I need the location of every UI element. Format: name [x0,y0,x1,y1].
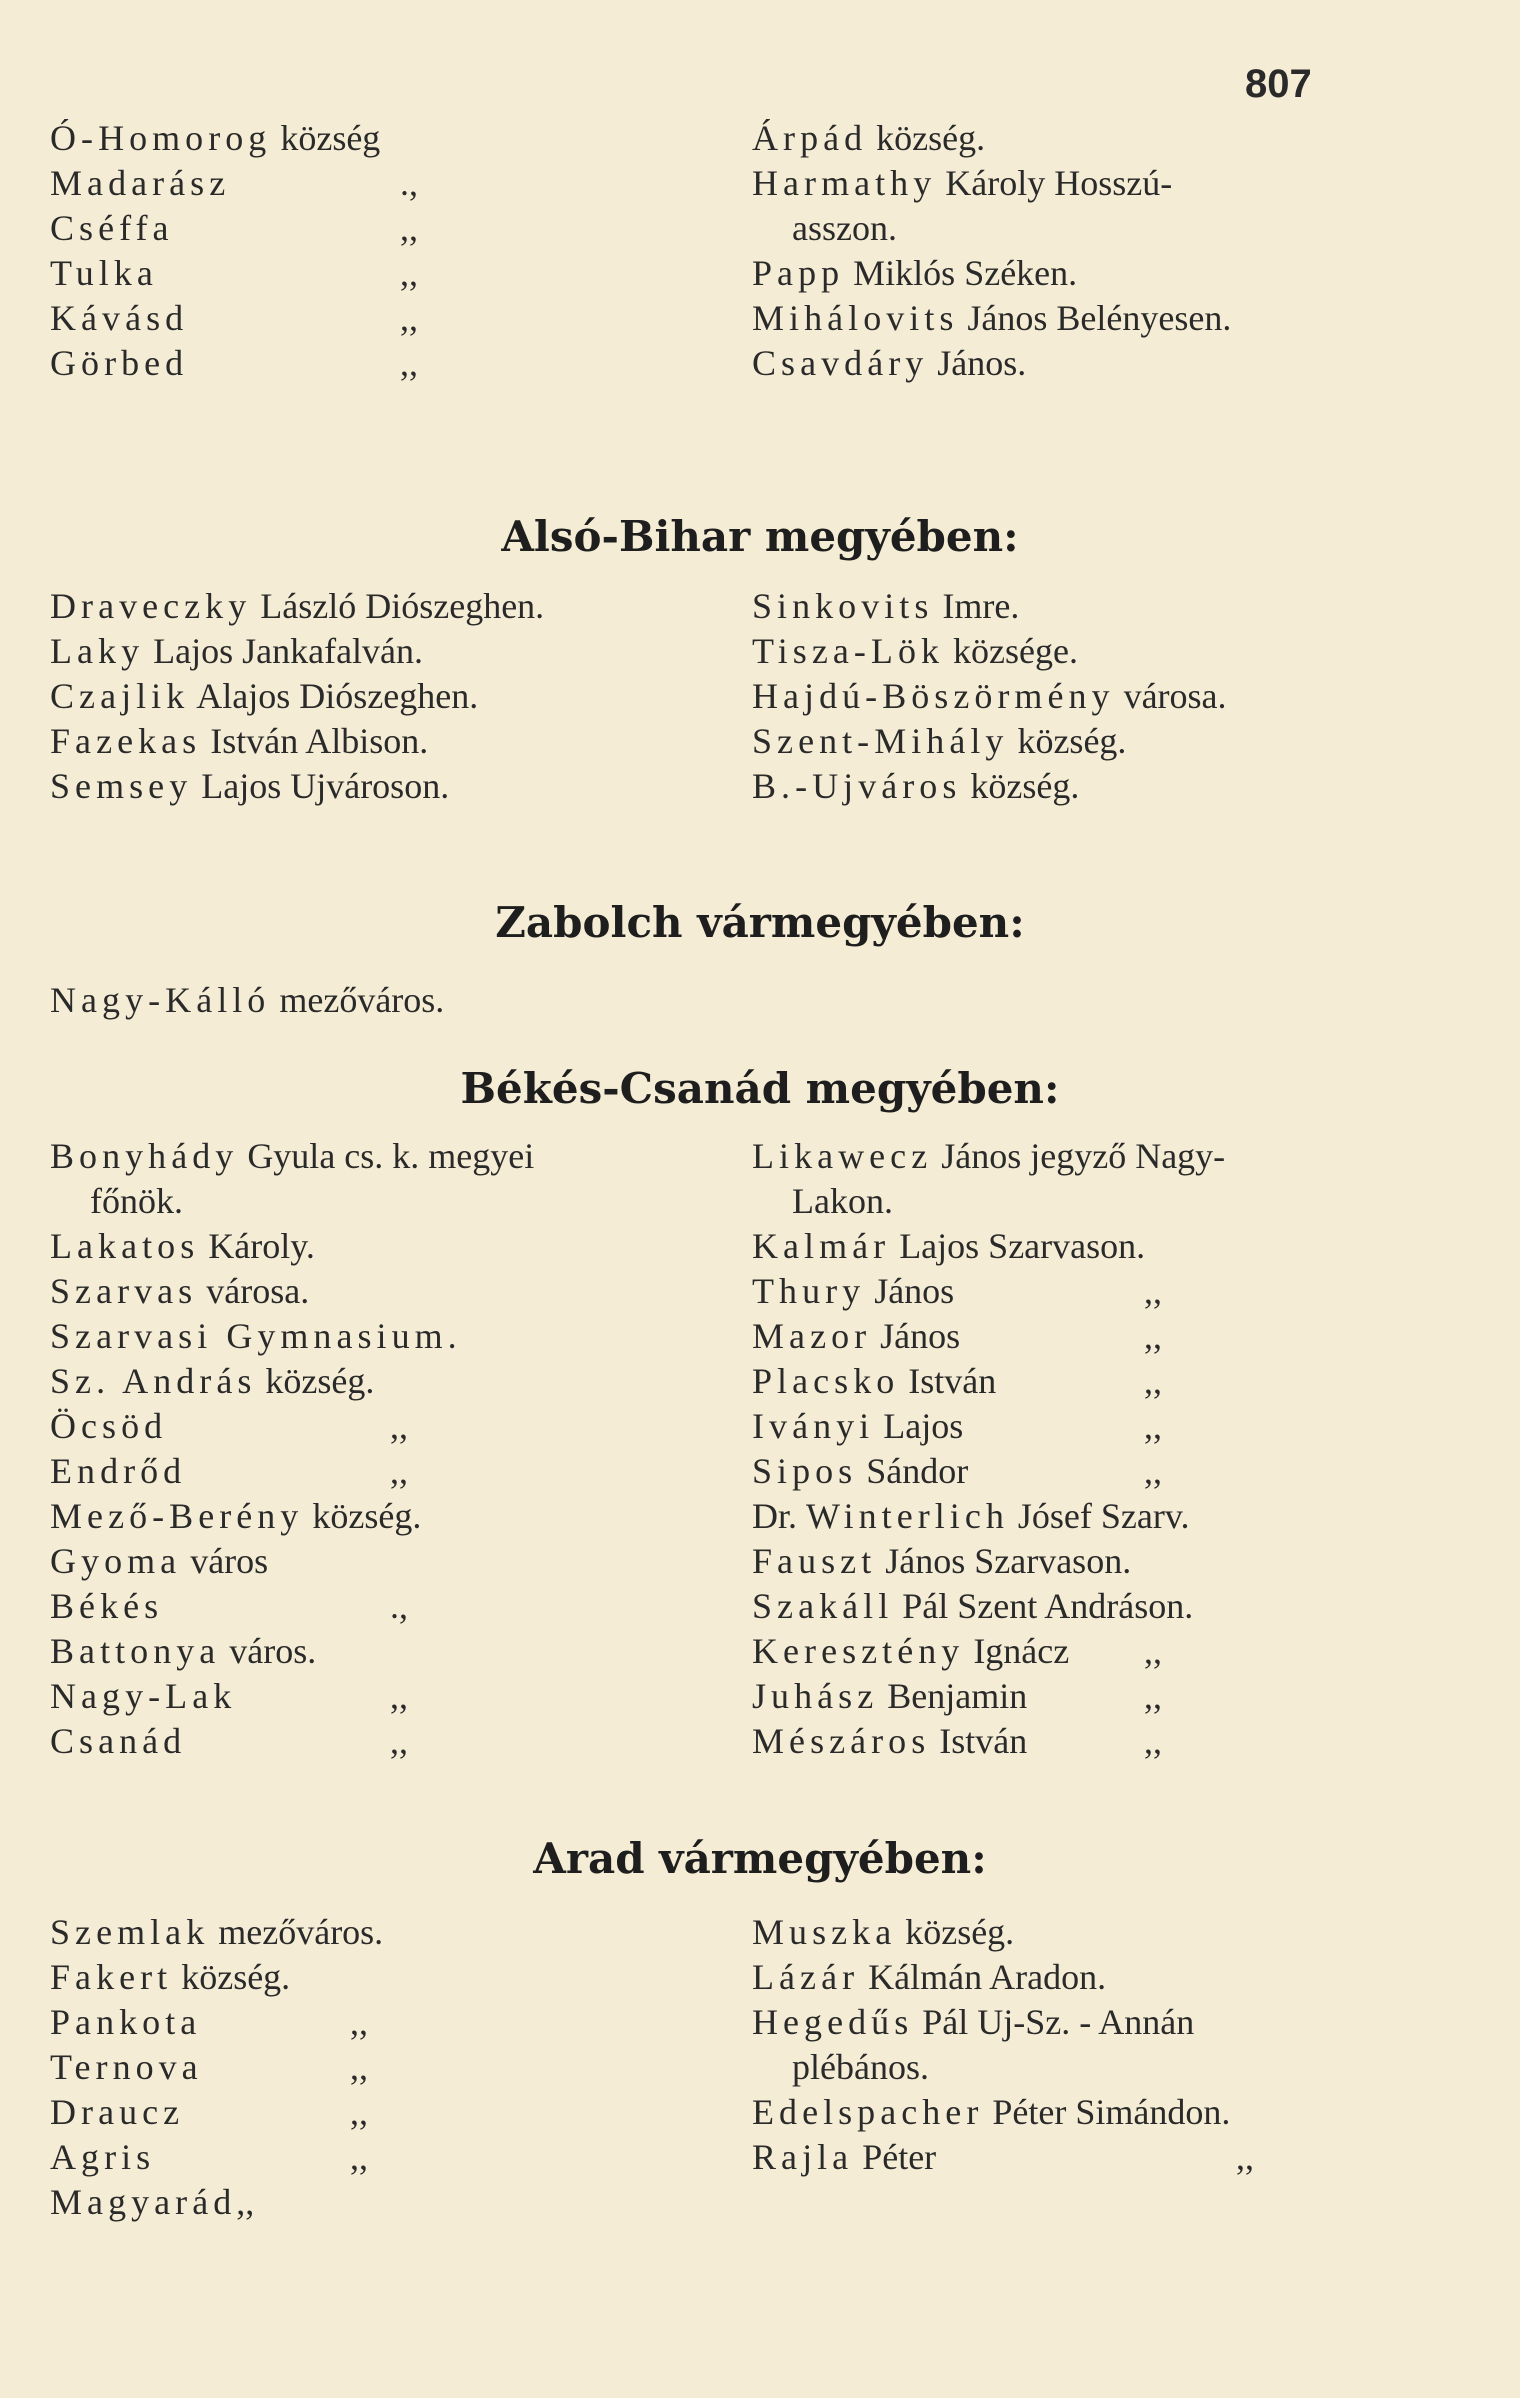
ditto-mark: ,, [390,1721,408,1761]
list-item [752,719,1472,764]
list-item [50,1314,740,1359]
section2-heading: Zabolch vármegyében: [495,898,1025,947]
entry-name: Draveczky [50,586,252,626]
list-item [752,2090,1472,2135]
entry-detail: János [871,1316,961,1356]
list-item [752,296,1472,341]
list-item [752,1449,1472,1494]
ditto-mark: ,, [350,2092,368,2132]
ditto-mark: ,, [390,1676,408,1716]
entry-detail: város [181,1541,269,1581]
entry-detail: Lajos [874,1406,964,1446]
list-item [50,584,740,629]
entry-name: Sz. András [50,1361,257,1401]
entry-detail: Jósef Szarv. [1008,1496,1190,1536]
entry-name: Endrőd [50,1451,187,1491]
ditto-mark: ,, [1144,1631,1162,1671]
list-item [50,2135,740,2180]
entry-detail: János. [928,343,1027,383]
entry-detail: István [930,1721,1028,1761]
entry-detail: község. [303,1496,422,1536]
list-item [50,764,740,809]
entry-name: Hegedűs [752,2002,914,2042]
list-item [50,296,740,341]
list-item [50,1629,740,1674]
entry-name: Tulka [50,253,158,293]
entry-detail: község. [1008,721,1127,761]
section4-right-column [752,1910,1472,2180]
list-item [752,1494,1472,1539]
list-item [752,674,1472,719]
list-item [50,978,740,1023]
entry-detail: Gyula cs. k. megyei [238,1136,535,1176]
entry-name: Bonyhády [50,1136,239,1176]
list-item [752,1269,1472,1314]
section3-right-column [752,1134,1472,1764]
list-item [752,1910,1472,1955]
entry-name: Muszka [752,1912,897,1952]
list-item [50,1134,740,1179]
entry-name: Szakáll [752,1586,894,1626]
entry-name: Mihálovits [752,298,959,338]
entry-name: Öcsöd [50,1406,168,1446]
entry-detail: Pál Uj-Sz. - Annán [913,2002,1195,2042]
list-item [50,116,740,161]
list-item [50,1674,740,1719]
list-item [50,1404,740,1449]
entry-name: Kávásd [50,298,189,338]
ditto-mark: ,, [390,1406,408,1446]
list-item [50,674,740,719]
entry-detail: Benjamin [878,1676,1028,1716]
ditto-mark: ,, [400,208,418,248]
list-item [50,161,740,206]
list-item [50,341,740,386]
entry-name: Pankota [50,2002,202,2042]
entry-name: Nagy-Kálló [50,980,271,1020]
list-item [752,1674,1472,1719]
entry-name: Gyoma [50,1541,182,1581]
entry-name: Rajla [752,2137,854,2177]
ditto-mark: ,, [1144,1406,1162,1446]
list-item [50,2000,740,2045]
list-item [752,1955,1472,2000]
entry-detail: János Szarvason. [876,1541,1132,1581]
entry-detail: község. [172,1957,291,1997]
entry-name: Harmathy [752,163,937,203]
entry-name: Ó-Homorog [50,118,272,158]
entry-name: Draucz [50,2092,185,2132]
entry-name: Lázár [752,1957,860,1997]
entry-detail: János jegyző Nagy- [932,1136,1226,1176]
entry-name: Mező-Berény [50,1496,304,1536]
entry-name: Cséffa [50,208,174,248]
entry-name: Magyarád [50,2182,237,2222]
entry-detail: István [899,1361,997,1401]
entry-detail: János Belényesen. [958,298,1232,338]
entry-detail: mezőváros. [270,980,445,1020]
ditto-mark: ,, [350,2002,368,2042]
entry-detail: községe. [944,631,1078,671]
entry-name: Nagy-Lak [50,1676,237,1716]
entry-detail: Péter [853,2137,937,2177]
list-item [50,206,740,251]
entry-name: Békés [50,1586,164,1626]
ditto-mark: ,, [400,343,418,383]
entry-name: Laky [50,631,145,671]
entry-name: Papp [752,253,845,293]
entry-name: Iványi [752,1406,875,1446]
section3-heading: Békés-Csanád megyében: [460,1064,1060,1113]
section3-left-column [50,1134,740,1764]
list-item [752,1404,1472,1449]
entry-name: Keresztény [752,1631,965,1671]
entry-name: Semsey [50,766,193,806]
entry-detail: Péter Simándon. [983,2092,1231,2132]
entry-name: Mazor [752,1316,872,1356]
entry-name: Agris [50,2137,156,2177]
section2-left-column [50,978,740,1023]
list-item [752,116,1472,161]
entry-detail: város. [220,1631,317,1671]
ditto-mark: ,, [400,253,418,293]
ditto-mark: ,, [1144,1316,1162,1356]
list-item [50,1584,740,1629]
entry-detail: község [271,118,381,158]
list-item [752,341,1472,386]
list-item [50,1224,740,1269]
entry-prefix: Dr. [752,1496,806,1536]
ditto-mark: ,, [400,298,418,338]
section0-right-column [752,116,1472,386]
ditto-mark: ,, [350,2047,368,2087]
entry-detail: Kálmán Aradon. [859,1957,1107,1997]
entry-detail: városa. [197,1271,310,1311]
entry-name: Szarvasi Gymnasium. [50,1316,462,1356]
list-item [50,1269,740,1314]
list-item [752,1719,1472,1764]
list-item [752,2135,1472,2180]
section4-left-column [50,1910,740,2225]
entry-detail: Lajos Szarvason. [890,1226,1146,1266]
entry-detail: Lajos Jankafalván. [144,631,424,671]
entry-detail: Ignácz [964,1631,1070,1671]
entry-name: Likawecz [752,1136,933,1176]
entry-name: Tisza-Lök [752,631,945,671]
entry-detail: község. [961,766,1080,806]
list-item [752,2000,1472,2045]
entry-name: Fauszt [752,1541,877,1581]
entry-name: Lakatos [50,1226,200,1266]
list-item [50,2090,740,2135]
entry-detail: István Albison. [201,721,429,761]
entry-name: Csavdáry [752,343,929,383]
entry-name: Placsko [752,1361,900,1401]
entry-continuation: asszon. [792,208,897,248]
entry-name: Battonya [50,1631,221,1671]
list-item [752,764,1472,809]
entry-name: Árpád [752,118,868,158]
entry-detail: ,, [236,2182,255,2222]
list-item [50,719,740,764]
list-item [50,1494,740,1539]
entry-detail: község. [867,118,986,158]
entry-detail: Károly Hosszú- [936,163,1173,203]
section1-heading: Alsó-Bihar megyében: [501,512,1019,561]
entry-name: Fakert [50,1957,173,1997]
ditto-mark: ,, [1144,1451,1162,1491]
entry-continuation: plébános. [792,2047,929,2087]
list-item [752,1539,1472,1584]
entry-detail: Imre. [933,586,1020,626]
section0-left-column [50,116,740,386]
list-item [50,2180,740,2225]
entry-name: Czajlik [50,676,190,716]
section1-left-column [50,584,740,809]
entry-detail: János [865,1271,955,1311]
entry-name: Görbed [50,343,189,383]
section1-right-column [752,584,1472,809]
ditto-mark: ,, [1144,1271,1162,1311]
entry-name: Ternova [50,2047,203,2087]
list-item [752,1629,1472,1674]
list-item [50,1539,740,1584]
entry-detail: Alajos Diószeghen. [189,676,479,716]
ditto-mark: ., [400,163,418,203]
list-item [752,251,1472,296]
ditto-mark: ,, [350,2137,368,2177]
entry-name: Edelspacher [752,2092,984,2132]
entry-name: Szemlak [50,1912,210,1952]
list-item [50,2045,740,2090]
entry-name: Sipos [752,1451,858,1491]
entry-name: Madarász [50,163,231,203]
entry-detail: Károly. [199,1226,315,1266]
list-item [50,629,740,674]
entry-detail: városa. [1114,676,1227,716]
list-item [752,1584,1472,1629]
entry-detail: László Diószeghen. [251,586,545,626]
section4-heading: Arad vármegyében: [533,1834,987,1883]
entry-name: Csanád [50,1721,187,1761]
ditto-mark: ,, [1144,1361,1162,1401]
ditto-mark: ., [390,1586,408,1626]
list-item [752,1134,1472,1179]
list-item [752,1359,1472,1404]
list-item [752,1314,1472,1359]
entry-name: Sinkovits [752,586,934,626]
list-item [50,1910,740,1955]
entry-detail: község. [256,1361,375,1401]
list-item [752,629,1472,674]
ditto-mark: ,, [1144,1676,1162,1716]
entry-name: Szent-Mihály [752,721,1009,761]
list-item [50,1449,740,1494]
list-item [752,584,1472,629]
entry-detail: község. [896,1912,1015,1952]
ditto-mark: ,, [1144,1721,1162,1761]
entry-detail: Miklós Széken. [844,253,1078,293]
entry-name: Juhász [752,1676,879,1716]
ditto-mark: ,, [1236,2137,1254,2177]
entry-continuation: Lakon. [792,1181,893,1221]
list-item [50,251,740,296]
entry-name: Winterlich [806,1496,1009,1536]
entry-name: Thury [752,1271,866,1311]
list-item [50,1719,740,1764]
entry-detail: Pál Szent Andráson. [893,1586,1194,1626]
ditto-mark: ,, [390,1451,408,1491]
list-item [50,1955,740,2000]
entry-name: Hajdú-Böszörmény [752,676,1115,716]
entry-detail: Sándor [857,1451,969,1491]
list-item [752,161,1472,206]
list-item [50,1359,740,1404]
entry-name: B.-Ujváros [752,766,962,806]
entry-name: Szarvas [50,1271,198,1311]
entry-name: Fazekas [50,721,202,761]
list-item [752,1224,1472,1269]
entry-continuation: főnök. [90,1181,183,1221]
page-number: 807 [1245,62,1312,106]
entry-detail: mezőváros. [209,1912,384,1952]
entry-name: Mészáros [752,1721,931,1761]
entry-name: Kalmár [752,1226,891,1266]
entry-detail: Lajos Ujvároson. [192,766,450,806]
